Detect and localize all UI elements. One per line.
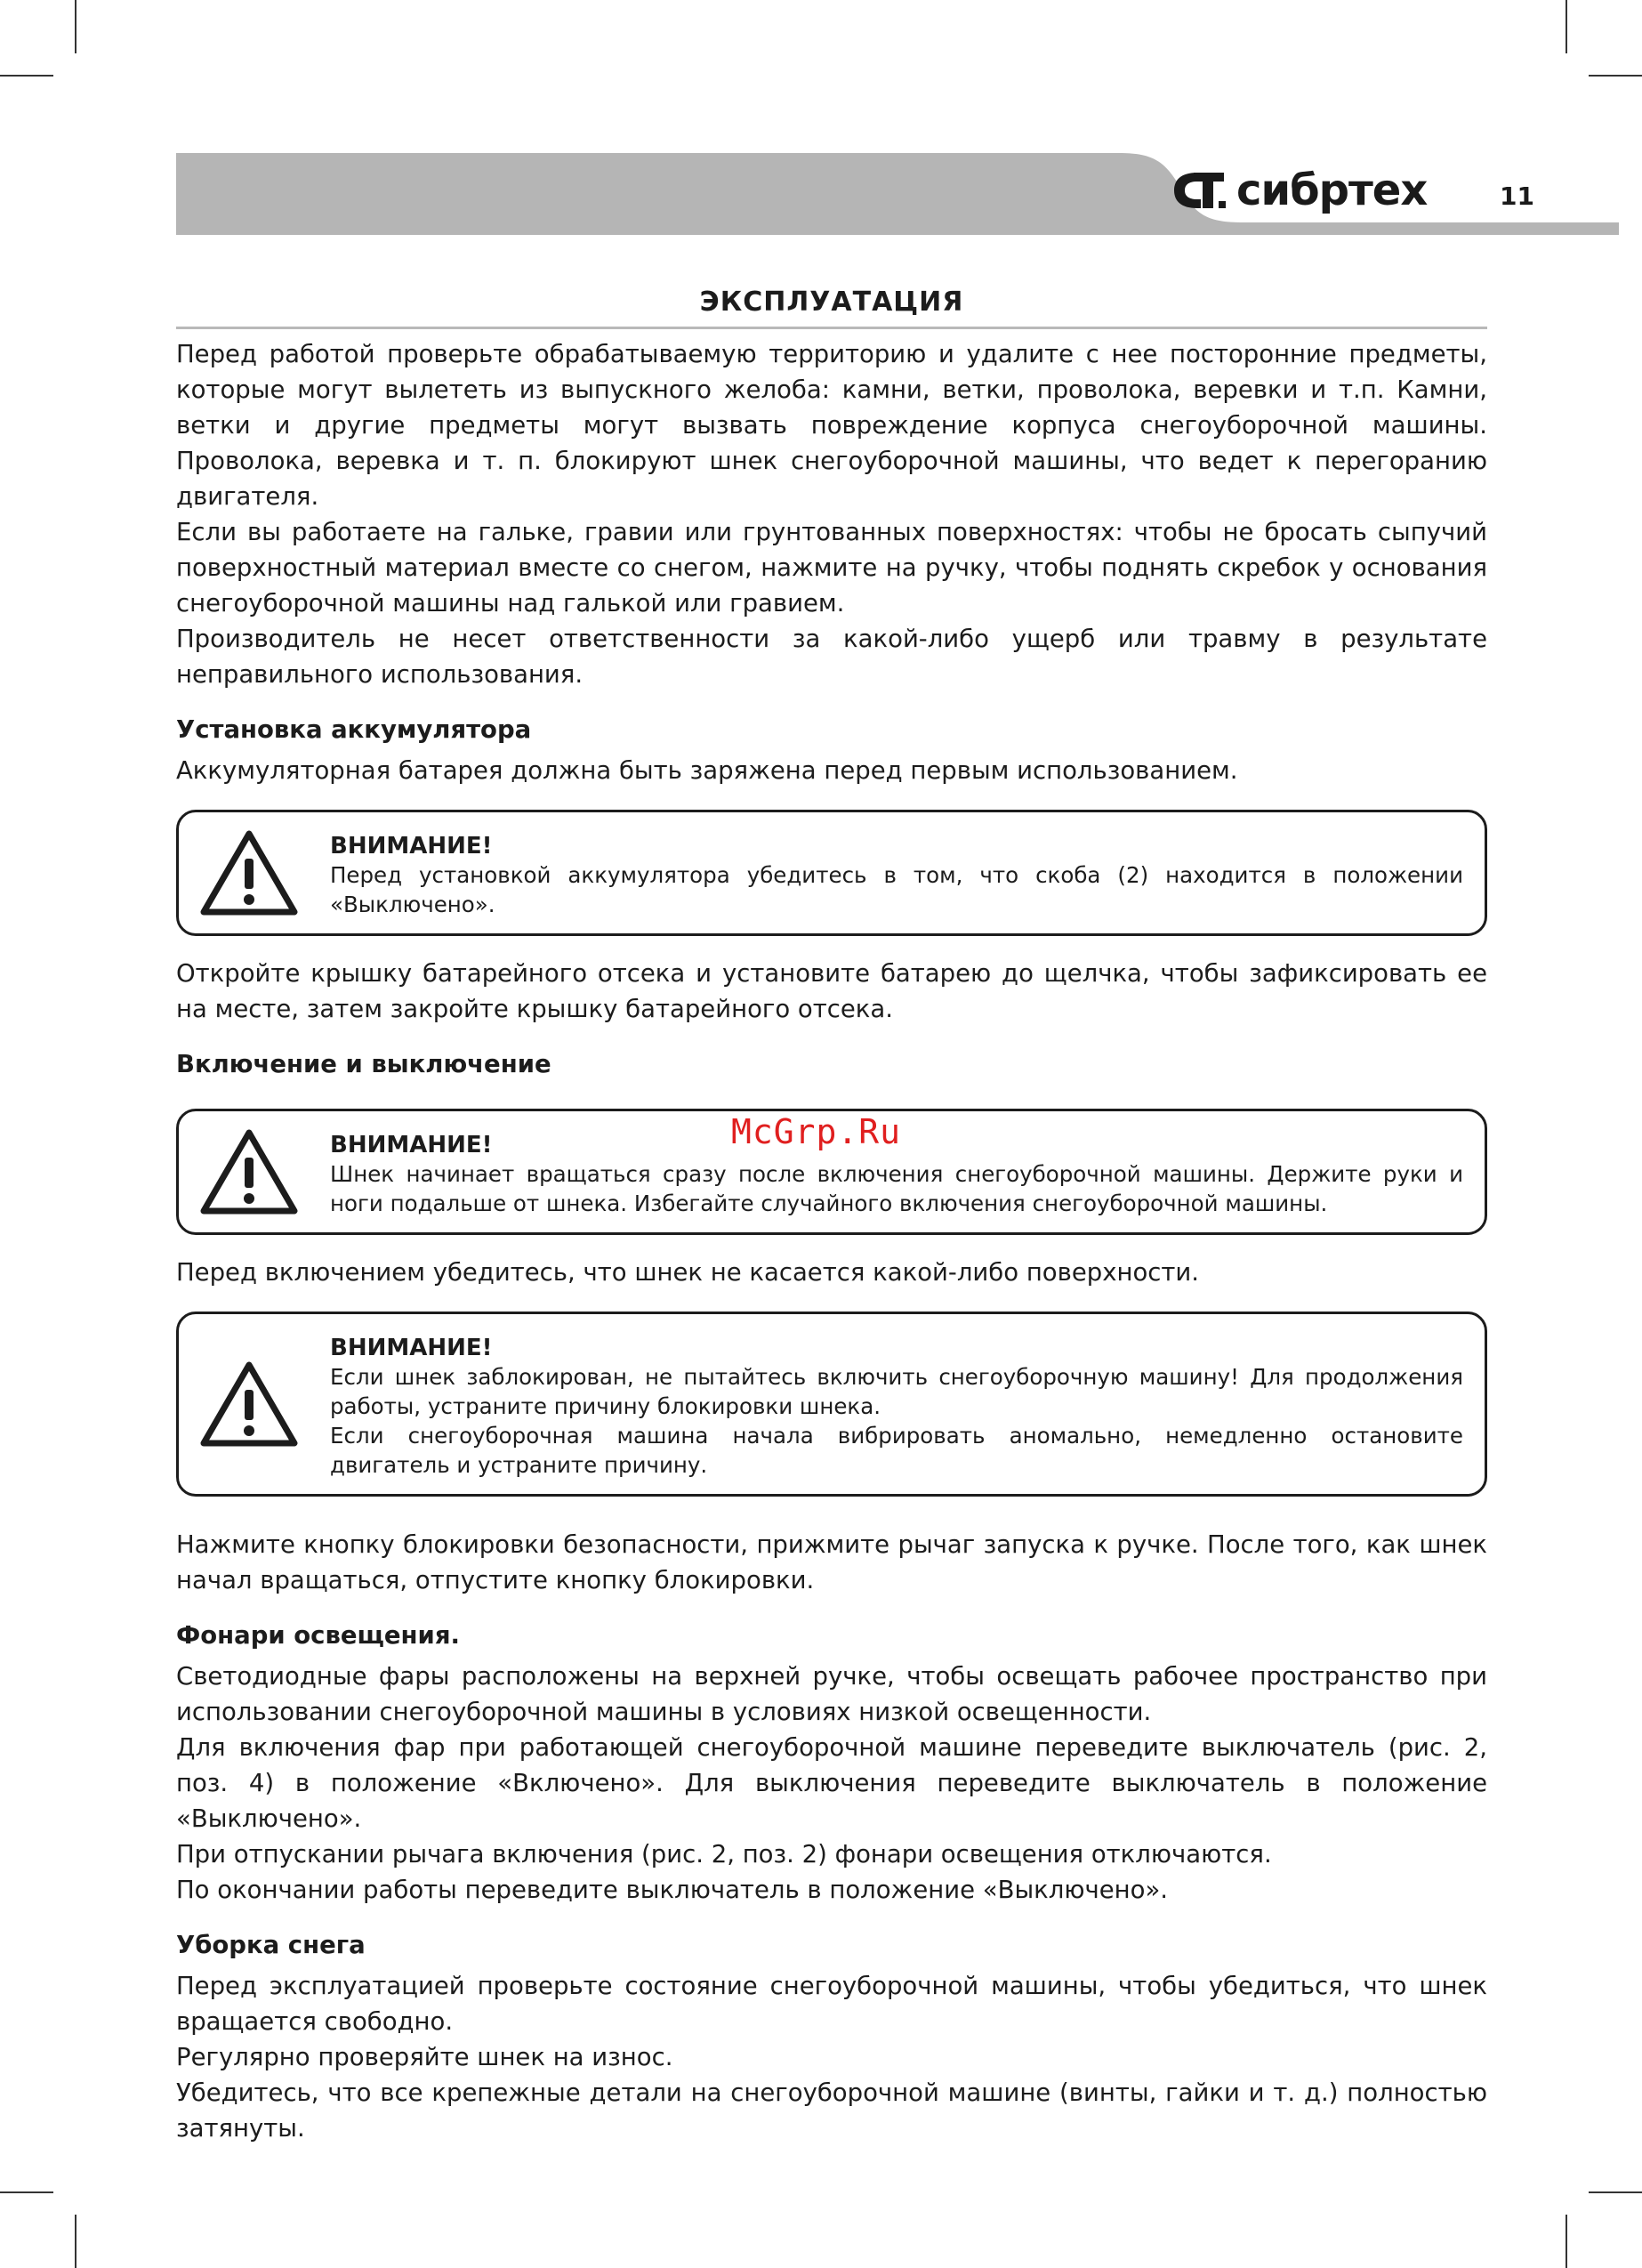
brand-logo bbox=[1171, 165, 1427, 215]
subheading-power: Включение и выключение bbox=[176, 1050, 551, 1078]
subheading-battery: Установка аккумулятора bbox=[176, 715, 532, 744]
crop-mark bbox=[0, 75, 53, 77]
battery-install-paragraph: Откройте крышку батарейного отсека и установите батарею до щелчка, чтобы зафиксировать ее на месте, затем закройте крышку батарейного отсека. bbox=[176, 959, 1487, 1023]
battery-paragraph: Аккумуляторная батарея должна быть заряжена перед первым использованием. bbox=[176, 756, 1238, 785]
crop-mark bbox=[1566, 2215, 1567, 2268]
lights-paragraph: Светодиодные фары расположены на верхней ручке, чтобы освещать рабочее пространство при использовании снегоуборочной машины в условиях низкой освещенности. bbox=[176, 1662, 1487, 1726]
intro-paragraph: Если вы работаете на гальке, гравии или грунтованных поверхностях: чтобы не бросать сыпучий поверхностный материал вместе со снегом, нажмите на ручку, чтобы поднять скребок у основания снегоуборочной машины над галькой или гравием. bbox=[176, 518, 1487, 617]
warning-triangle-icon bbox=[198, 1127, 300, 1216]
warning-title: ВНИМАНИЕ! bbox=[330, 1335, 493, 1361]
brand-name: сибртех bbox=[1236, 165, 1428, 215]
warning-text: Перед установкой аккумулятора убедитесь в том, что скоба (2) находится в положении «Выключено». bbox=[330, 862, 1463, 917]
snow-paragraph: Регулярно проверяйте шнек на износ. bbox=[176, 2043, 673, 2071]
crop-mark bbox=[1589, 2191, 1642, 2193]
warning-title: ВНИМАНИЕ! bbox=[330, 833, 493, 860]
warning-text: Шнек начинает вращаться сразу после включения снегоуборочной машины. Держите руки и ноги подальше от шнека. Избегайте случайного включения снегоуборочной машины. bbox=[330, 1161, 1463, 1216]
lights-paragraph: При отпускании рычага включения (рис. 2, поз. 2) фонари освещения отключаются. bbox=[176, 1840, 1272, 1868]
power-start-paragraph: Нажмите кнопку блокировки безопасности, прижмите рычаг запуска к ручке. После того, как шнек начал вращаться, отпустите кнопку блокировки. bbox=[176, 1530, 1487, 1594]
snow-paragraph: Убедитесь, что все крепежные детали на снегоуборочной машине (винты, гайки и т. д.) полностью затянуты. bbox=[176, 2078, 1487, 2143]
page-content bbox=[176, 287, 1487, 2146]
brand-mark-icon bbox=[1171, 169, 1233, 212]
warning-box bbox=[176, 810, 1487, 936]
warning-text: Если снегоуборочная машина начала вибрировать аномально, немедленно остановите двигатель и устраните причину. bbox=[330, 1423, 1463, 1478]
crop-mark bbox=[75, 2215, 76, 2268]
subheading-lights: Фонари освещения. bbox=[176, 1621, 460, 1650]
warning-triangle-icon bbox=[198, 828, 300, 917]
subheading-snow: Уборка снега bbox=[176, 1931, 366, 1959]
warning-box bbox=[176, 1312, 1487, 1497]
power-paragraph: Перед включением убедитесь, что шнек не касается какой-либо поверхности. bbox=[176, 1258, 1200, 1287]
lights-paragraph: По окончании работы переведите выключатель в положение «Выключено». bbox=[176, 1876, 1169, 1904]
warning-triangle-icon bbox=[198, 1360, 300, 1449]
crop-mark bbox=[1589, 75, 1642, 77]
crop-mark bbox=[75, 0, 76, 53]
intro-paragraph: Перед работой проверьте обрабатываемую территорию и удалите с нее посторонние предметы, которые могут вылететь из выпускного желоба: камни, ветки, проволока, веревки и т.п. Камни, ветки и другие предметы могут вызвать повреждение корпуса снегоуборочной машины. Проволока, веревка и т. п. блокируют шнек снегоуборочной машины, что ведет к перегоранию двигателя. bbox=[176, 340, 1487, 511]
warning-box bbox=[176, 1109, 1487, 1235]
crop-mark bbox=[0, 2191, 53, 2193]
watermark: McGrp.Ru bbox=[731, 1112, 902, 1151]
section-title: ЭКСПЛУАТАЦИЯ bbox=[176, 287, 1487, 329]
page-number: 11 bbox=[1500, 182, 1534, 211]
warning-text: Если шнек заблокирован, не пытайтесь включить снегоуборочную машину! Для продолжения работы, устраните причину блокировки шнека. bbox=[330, 1364, 1463, 1419]
intro-paragraph: Производитель не несет ответственности за какой-либо ущерб или травму в результате неправильного использования. bbox=[176, 625, 1487, 689]
lights-paragraph: Для включения фар при работающей снегоуборочной машине переведите выключатель (рис. 2, поз. 4) в положение «Включено». Для выключения переведите выключатель в положение «Выключено». bbox=[176, 1733, 1487, 1833]
snow-paragraph: Перед эксплуатацией проверьте состояние снегоуборочной машины, чтобы убедиться, что шнек вращается свободно. bbox=[176, 1972, 1487, 2036]
warning-title: ВНИМАНИЕ! bbox=[330, 1132, 493, 1158]
crop-mark bbox=[1566, 0, 1567, 53]
